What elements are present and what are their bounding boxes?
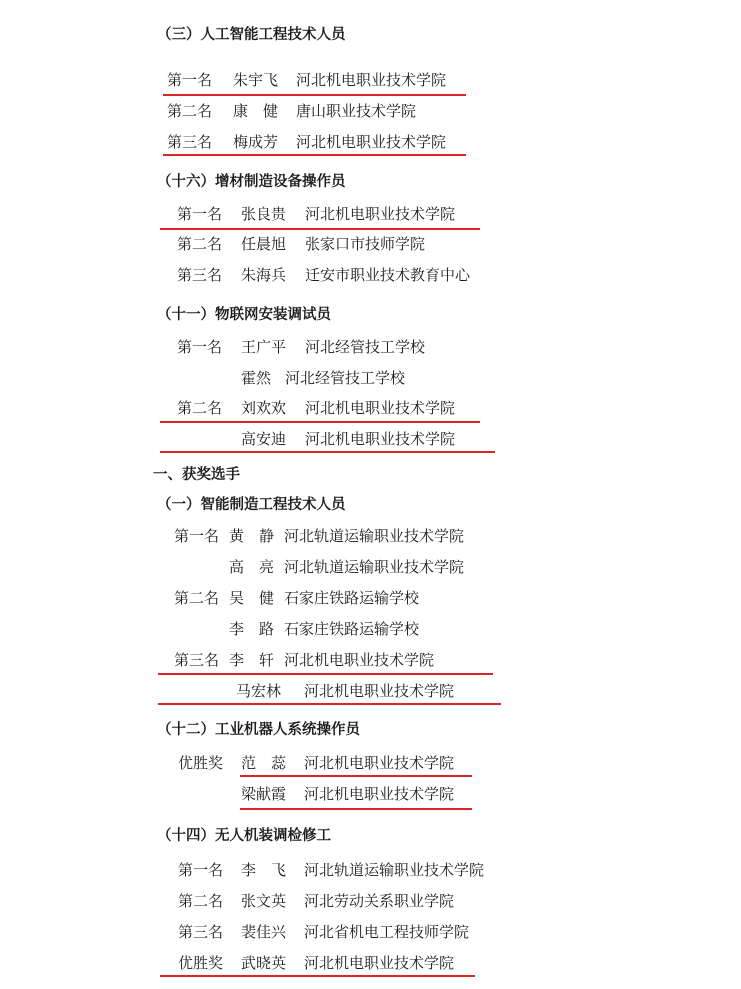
winner-school: 河北机电职业技术学院 [284, 651, 435, 669]
section-heading: （十一）物联网安装调试员 [157, 307, 331, 323]
winner-school: 河北轨道运输职业技术学院 [304, 861, 485, 879]
winner-name: 黄 静 [229, 527, 275, 545]
red-underline [158, 673, 493, 675]
red-underline [160, 451, 495, 453]
red-underline [160, 421, 480, 423]
winner-name: 张文英 [241, 892, 287, 910]
winner-school: 河北机电职业技术学院 [305, 399, 456, 417]
rank-label: 第一名 [174, 527, 220, 545]
winner-name: 任晨旭 [241, 235, 287, 253]
winner-name: 康 健 [233, 102, 279, 120]
winner-name: 朱海兵 [241, 266, 287, 284]
rank-label: 第二名 [167, 102, 213, 120]
winner-school: 迁安市职业技术教育中心 [305, 266, 471, 284]
winner-name: 马宏林 [236, 682, 282, 700]
rank-label: 第二名 [177, 399, 223, 417]
winner-school: 唐山职业技术学院 [296, 102, 417, 120]
winner-name: 李 路 [229, 620, 275, 638]
red-underline [240, 808, 472, 810]
winner-name: 梅成芳 [233, 133, 279, 151]
winner-school: 石家庄铁路运输学校 [284, 589, 420, 607]
winner-school: 河北机电职业技术学院 [296, 71, 447, 89]
winner-name: 朱宇飞 [233, 71, 279, 89]
rank-label: 第三名 [174, 651, 220, 669]
section-heading: （十四）无人机装调检修工 [157, 828, 331, 844]
red-underline [163, 154, 466, 156]
winner-school: 河北经管技工学校 [285, 369, 406, 387]
winner-name: 王广平 [241, 338, 287, 356]
winner-name: 范 蕊 [241, 754, 287, 772]
section-heading: （一）智能制造工程技术人员 [157, 497, 346, 513]
winner-school: 河北机电职业技术学院 [304, 785, 455, 803]
winner-name: 吴 健 [229, 589, 275, 607]
winner-school: 河北机电职业技术学院 [304, 954, 455, 972]
winner-school: 张家口市技师学院 [305, 235, 426, 253]
rank-label: 第三名 [178, 923, 224, 941]
red-underline [163, 94, 466, 96]
winner-name: 刘欢欢 [241, 399, 287, 417]
red-underline [240, 775, 472, 777]
part-title: 一、获奖选手 [153, 467, 240, 483]
winner-name: 梁献霞 [241, 785, 287, 803]
rank-label: 第二名 [174, 589, 220, 607]
winner-school: 河北机电职业技术学院 [305, 430, 456, 448]
winner-school: 河北机电职业技术学院 [304, 754, 455, 772]
rank-label: 第三名 [167, 133, 213, 151]
winner-school: 河北经管技工学校 [305, 338, 426, 356]
section-heading: （十二）工业机器人系统操作员 [157, 722, 360, 738]
winner-school: 石家庄铁路运输学校 [284, 620, 420, 638]
rank-label: 第二名 [178, 892, 224, 910]
winner-name: 高安迪 [241, 430, 287, 448]
rank-label: 第一名 [177, 338, 223, 356]
winner-school: 河北机电职业技术学院 [305, 205, 456, 223]
rank-label: 第二名 [177, 235, 223, 253]
winner-name: 张良贵 [241, 205, 287, 223]
red-underline [160, 975, 475, 977]
winner-school: 河北省机电工程技师学院 [304, 923, 470, 941]
winner-name: 李 轩 [229, 651, 275, 669]
winner-name: 高 亮 [229, 558, 275, 576]
rank-label: 第三名 [177, 266, 223, 284]
section-heading: （十六）增材制造设备操作员 [157, 174, 346, 190]
rank-label: 优胜奖 [178, 954, 224, 972]
rank-label: 第一名 [167, 71, 213, 89]
winner-school: 河北轨道运输职业技术学院 [284, 558, 465, 576]
red-underline [160, 228, 480, 230]
winner-name: 李 飞 [241, 861, 287, 879]
rank-label: 优胜奖 [178, 754, 224, 772]
winner-name: 武晓英 [241, 954, 287, 972]
winner-school: 河北机电职业技术学院 [296, 133, 447, 151]
rank-label: 第一名 [178, 861, 224, 879]
winner-name: 霍然 [241, 369, 272, 387]
winner-name: 裴佳兴 [241, 923, 287, 941]
winner-school: 河北轨道运输职业技术学院 [284, 527, 465, 545]
winner-school: 河北机电职业技术学院 [304, 682, 455, 700]
winner-school: 河北劳动关系职业学院 [304, 892, 455, 910]
section-heading: （三）人工智能工程技术人员 [157, 27, 346, 43]
rank-label: 第一名 [177, 205, 223, 223]
red-underline [158, 703, 501, 705]
